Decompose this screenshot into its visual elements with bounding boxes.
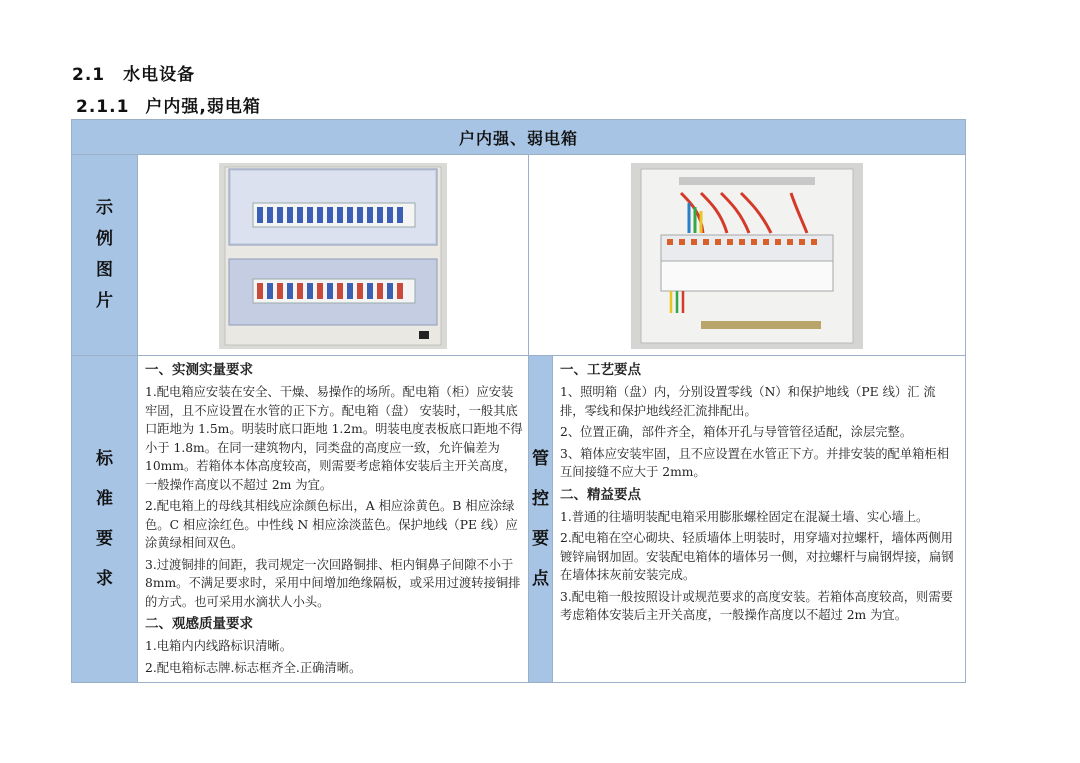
measurement-requirements-title: 一、实测实量要求: [145, 362, 253, 378]
requirement-item: 2.配电箱标志牌.标志框齐全.正确清晰。: [145, 660, 362, 675]
subsection-heading: [76, 92, 261, 117]
control-label-cell: [529, 356, 553, 683]
standard-label-cell: [72, 356, 138, 683]
requirement-item: 2.配电箱上的母线其相线应涂颜色标出，A 相应涂黄色。B 相应涂绿色。C 相应涂红色。中性线 N 相应涂淡蓝色。保护地线（PE 线）应涂黄绿相间双色。: [145, 499, 518, 550]
example-label: 示 例 图 片: [96, 198, 113, 311]
control-item: 2、位置正确，部件齐全，箱体开孔与导管管径适配，涂层完整。: [560, 425, 913, 439]
distribution-box-photo-1: [219, 163, 447, 349]
subsection-title: 户内强,弱电箱: [145, 97, 261, 117]
control-item: 3、箱体应安装牢固，且不应设置在水管正下方。并排安装的配单箱柜相互间接缝不应大于 2mm。: [560, 446, 950, 479]
control-item: 1、照明箱（盘）内，分别设置零线（N）和保护地线（PE 线）汇 流排，零线和保护地线经汇流排配出。: [560, 385, 936, 418]
section-number: 2.1: [72, 65, 106, 85]
standard-label: 标 准 要 求: [96, 449, 113, 589]
standard-content: [138, 356, 529, 683]
control-item: 2.配电箱在空心砌块、轻质墙体上明装时，用穿墙对拉螺杆，墙体两侧用镀锌扁钢加固。安装配电箱体的墙体另一侧，对拉螺杆与扁钢焊接，扁钢在墙体抹灰前安装完成。: [560, 531, 954, 582]
requirement-item: 1.电箱内内线路标识清晰。: [145, 639, 292, 653]
lean-points-title: 二、精益要点: [560, 486, 641, 503]
distribution-box-photo-2: [631, 163, 863, 349]
requirement-item: 3.过渡铜排的间距，我司规定一次回路铜排、柜内铜鼻子间隙不小于 8mm。不满足要求时，采用中间增加绝缘隔板，或采用过渡转接铜排的方式。也可采用水滴状人小头。: [145, 557, 521, 609]
table-title: 户内强、弱电箱: [72, 120, 966, 155]
example-photo-cell-2: [529, 155, 966, 356]
example-label-cell: [72, 155, 138, 356]
control-content: [553, 356, 966, 683]
appearance-requirements-title: 二、观感质量要求: [145, 616, 253, 632]
spec-table: [71, 119, 966, 683]
control-label: 管 控 要 点: [532, 449, 549, 589]
example-photo-cell-1: [138, 155, 529, 356]
control-item: 3.配电箱一般按照设计或规范要求的高度安装。若箱体高度较高，则需要考虑箱体安装后主开关高度，一般操作高度以不超过 2m 为宜。: [560, 589, 953, 622]
subsection-number: 2.1.1: [76, 97, 130, 117]
section-title: 水电设备: [123, 65, 196, 85]
process-points-title: 一、工艺要点: [560, 362, 641, 378]
section-heading: [72, 60, 195, 85]
control-item: 1.普通的往墙明装配电箱采用膨胀螺栓固定在混凝土墙、实心墙上。: [560, 509, 929, 524]
requirement-item: 1.配电箱应安装在安全、干燥、易操作的场所。配电箱（柜）应安装牢固，且不应设置在水管的正下方。配电箱（盘） 安装时，一般其底口距地为 1.5m。明装时底口距地 1.2m。明装电度表板底口距地不得小于 1.8m。在同一建筑物内，同类盘的高度应一致，允许偏差为10mm。若箱体本体高度较高，则需要考虑箱体安装后主开关高度，一般操作高度以不超过 2m 为宜。: [145, 385, 523, 492]
